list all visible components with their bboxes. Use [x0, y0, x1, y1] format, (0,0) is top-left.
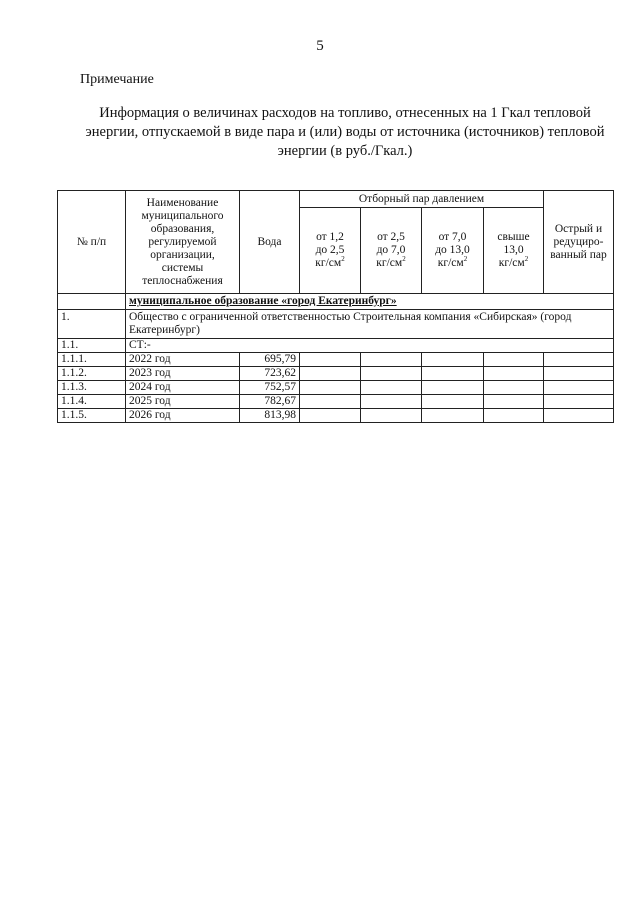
table-row: 1.1.5. 2026 год 813,98	[58, 409, 614, 423]
municipality-row	[58, 294, 614, 310]
page-number: 5	[316, 38, 324, 54]
header-sharp-steam: Острый и редуциро- ванный пар	[544, 191, 614, 294]
document-title: Информация о величинах расходов на топливо, отнесенных на 1 Гкал тепловой энергии, отпускаемой в виде пара и (или) воды от источника (источников) тепловой энергии (в руб./Гкал.)	[85, 105, 605, 159]
table-row: 1.1.2. 2023 год 723,62	[58, 367, 614, 381]
header-steam-col: от 7,0 до 13,0 $кг/см^2$	[422, 208, 484, 294]
org-name: Общество с ограниченной ответственностью Строительная компания «Сибирская» (город Екатеринбург)	[126, 310, 614, 339]
system-row	[58, 339, 614, 353]
table-row: 1.1.4. 2025 год 782,67	[58, 395, 614, 409]
system-name: СТ:-	[126, 339, 614, 353]
water-value: 723,62	[240, 367, 300, 381]
system-num: 1.1.	[58, 339, 126, 353]
note-label: Примечание	[80, 72, 154, 87]
header-steam-col: от 1,2 до 2,5 $кг/см^2$	[300, 208, 361, 294]
fuel-cost-table	[57, 190, 614, 423]
municipality-name: муниципальное образование «город Екатеринбург»	[129, 295, 397, 307]
header-steam-col: свыше 13,0 $кг/см^2$	[484, 208, 544, 294]
water-value: 782,67	[240, 395, 300, 409]
water-value: 695,79	[240, 353, 300, 367]
header-num: № п/п	[58, 191, 126, 294]
header-steam-group: Отборный пар давлением	[300, 191, 544, 208]
header-row-1	[58, 191, 614, 208]
org-num: 1.	[58, 310, 126, 339]
header-name: Наименование муниципального образования, регулируемой организации, системы теплоснабжения	[126, 191, 240, 294]
table-row: 1.1.1. 2022 год 695,79	[58, 353, 614, 367]
table-row: 1.1.3. 2024 год 752,57	[58, 381, 614, 395]
header-water: Вода	[240, 191, 300, 294]
header-steam-col: от 2,5 до 7,0 $кг/см^2$	[361, 208, 422, 294]
water-value: 752,57	[240, 381, 300, 395]
org-row	[58, 310, 614, 339]
water-value: 813,98	[240, 409, 300, 423]
